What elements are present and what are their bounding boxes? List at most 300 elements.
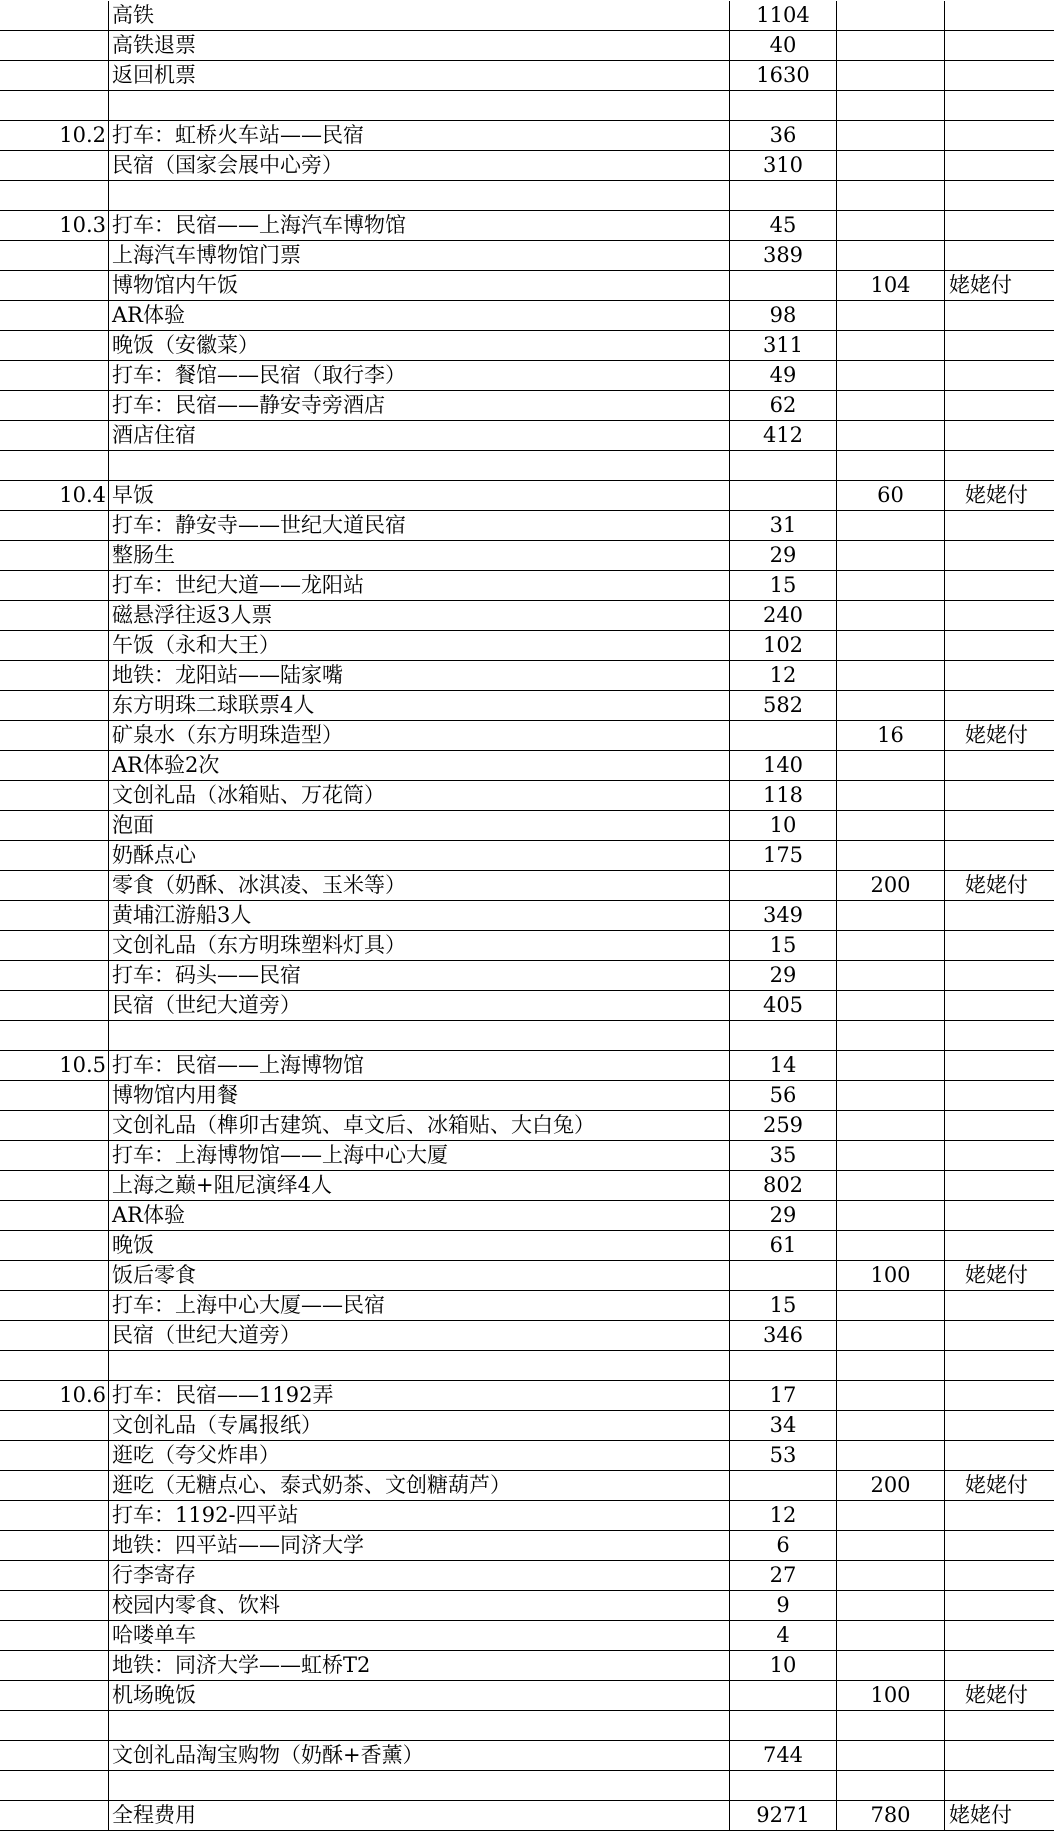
grandma-amount-cell[interactable] <box>837 91 945 121</box>
amount-cell[interactable] <box>730 1711 837 1741</box>
item-cell[interactable]: 打车：虹桥火车站——民宿 <box>109 121 730 151</box>
item-cell[interactable]: 早饭 <box>109 481 730 511</box>
amount-cell[interactable] <box>730 481 837 511</box>
grandma-amount-cell[interactable] <box>837 1411 945 1441</box>
date-cell[interactable] <box>0 631 109 661</box>
date-cell[interactable] <box>0 1201 109 1231</box>
note-cell[interactable] <box>945 391 1054 421</box>
grandma-amount-cell[interactable]: 200 <box>837 871 945 901</box>
amount-cell[interactable]: 61 <box>730 1231 837 1261</box>
item-cell[interactable]: 文创礼品（专属报纸） <box>109 1411 730 1441</box>
amount-cell[interactable]: 10 <box>730 811 837 841</box>
date-cell[interactable] <box>0 931 109 961</box>
note-cell[interactable] <box>945 121 1054 151</box>
amount-cell[interactable]: 29 <box>730 1201 837 1231</box>
note-cell[interactable] <box>945 1591 1054 1621</box>
item-cell[interactable]: 上海汽车博物馆门票 <box>109 241 730 271</box>
note-cell[interactable] <box>945 1231 1054 1261</box>
date-cell[interactable] <box>0 331 109 361</box>
note-cell[interactable] <box>945 661 1054 691</box>
grandma-amount-cell[interactable] <box>837 1441 945 1471</box>
amount-cell[interactable]: 259 <box>730 1111 837 1141</box>
date-cell[interactable]: 10.4 <box>0 481 109 511</box>
item-cell[interactable] <box>109 1021 730 1051</box>
date-cell[interactable]: 10.5 <box>0 1051 109 1081</box>
date-cell[interactable] <box>0 991 109 1021</box>
date-cell[interactable] <box>0 871 109 901</box>
amount-cell[interactable]: 412 <box>730 421 837 451</box>
grandma-amount-cell[interactable] <box>837 1501 945 1531</box>
date-cell[interactable] <box>0 1531 109 1561</box>
amount-cell[interactable]: 34 <box>730 1411 837 1441</box>
date-cell[interactable]: 10.2 <box>0 121 109 151</box>
date-cell[interactable] <box>0 1231 109 1261</box>
date-cell[interactable] <box>0 1591 109 1621</box>
note-cell[interactable] <box>945 631 1054 661</box>
grandma-amount-cell[interactable] <box>837 601 945 631</box>
note-cell[interactable] <box>945 1021 1054 1051</box>
grandma-amount-cell[interactable] <box>837 571 945 601</box>
note-cell[interactable] <box>945 781 1054 811</box>
amount-cell[interactable]: 802 <box>730 1171 837 1201</box>
grandma-amount-cell[interactable] <box>837 1021 945 1051</box>
amount-cell[interactable]: 405 <box>730 991 837 1021</box>
note-cell[interactable] <box>945 1741 1054 1771</box>
amount-cell[interactable]: 744 <box>730 1741 837 1771</box>
amount-cell[interactable]: 36 <box>730 121 837 151</box>
grandma-amount-cell[interactable]: 100 <box>837 1261 945 1291</box>
item-cell[interactable]: 泡面 <box>109 811 730 841</box>
item-cell[interactable]: 磁悬浮往返3人票 <box>109 601 730 631</box>
grandma-amount-cell[interactable] <box>837 31 945 61</box>
item-cell[interactable]: 文创礼品（东方明珠塑料灯具） <box>109 931 730 961</box>
amount-cell[interactable]: 10 <box>730 1651 837 1681</box>
item-cell[interactable]: 哈喽单车 <box>109 1621 730 1651</box>
amount-cell[interactable] <box>730 1261 837 1291</box>
grandma-amount-cell[interactable] <box>837 121 945 151</box>
grandma-amount-cell[interactable] <box>837 1081 945 1111</box>
grandma-amount-cell[interactable] <box>837 1651 945 1681</box>
item-cell[interactable]: 博物馆内午饭 <box>109 271 730 301</box>
grandma-amount-cell[interactable] <box>837 1741 945 1771</box>
date-cell[interactable] <box>0 301 109 331</box>
note-cell[interactable] <box>945 1531 1054 1561</box>
date-cell[interactable] <box>0 841 109 871</box>
grandma-amount-cell[interactable] <box>837 1621 945 1651</box>
date-cell[interactable] <box>0 1021 109 1051</box>
grandma-amount-cell[interactable] <box>837 1051 945 1081</box>
item-cell[interactable]: 校园内零食、饮料 <box>109 1591 730 1621</box>
note-cell[interactable] <box>945 1711 1054 1741</box>
note-cell[interactable]: 姥姥付 <box>945 1801 1054 1831</box>
item-cell[interactable]: 晚饭 <box>109 1231 730 1261</box>
grandma-amount-cell[interactable] <box>837 811 945 841</box>
grandma-amount-cell[interactable] <box>837 211 945 241</box>
item-cell[interactable] <box>109 1351 730 1381</box>
note-cell[interactable] <box>945 1381 1054 1411</box>
amount-cell[interactable]: 17 <box>730 1381 837 1411</box>
note-cell[interactable] <box>945 1291 1054 1321</box>
date-cell[interactable] <box>0 511 109 541</box>
grandma-amount-cell[interactable] <box>837 1201 945 1231</box>
note-cell[interactable] <box>945 181 1054 211</box>
amount-cell[interactable]: 1630 <box>730 61 837 91</box>
item-cell[interactable]: 民宿（世纪大道旁） <box>109 991 730 1021</box>
date-cell[interactable] <box>0 571 109 601</box>
date-cell[interactable] <box>0 271 109 301</box>
date-cell[interactable] <box>0 661 109 691</box>
item-cell[interactable]: 上海之巅+阻尼演绎4人 <box>109 1171 730 1201</box>
grandma-amount-cell[interactable] <box>837 1 945 31</box>
date-cell[interactable] <box>0 361 109 391</box>
item-cell[interactable]: 打车：餐馆——民宿（取行李） <box>109 361 730 391</box>
item-cell[interactable]: 地铁：同济大学——虹桥T2 <box>109 1651 730 1681</box>
item-cell[interactable] <box>109 451 730 481</box>
amount-cell[interactable] <box>730 1471 837 1501</box>
amount-cell[interactable] <box>730 1681 837 1711</box>
amount-cell[interactable]: 240 <box>730 601 837 631</box>
item-cell[interactable]: 返回机票 <box>109 61 730 91</box>
amount-cell[interactable]: 582 <box>730 691 837 721</box>
item-cell[interactable]: 饭后零食 <box>109 1261 730 1291</box>
date-cell[interactable] <box>0 61 109 91</box>
date-cell[interactable] <box>0 1561 109 1591</box>
date-cell[interactable] <box>0 31 109 61</box>
item-cell[interactable]: AR体验2次 <box>109 751 730 781</box>
amount-cell[interactable] <box>730 721 837 751</box>
item-cell[interactable]: 打车：上海中心大厦——民宿 <box>109 1291 730 1321</box>
item-cell[interactable]: AR体验 <box>109 1201 730 1231</box>
item-cell[interactable]: 博物馆内用餐 <box>109 1081 730 1111</box>
note-cell[interactable] <box>945 901 1054 931</box>
grandma-amount-cell[interactable]: 780 <box>837 1801 945 1831</box>
grandma-amount-cell[interactable] <box>837 241 945 271</box>
amount-cell[interactable]: 45 <box>730 211 837 241</box>
date-cell[interactable] <box>0 1261 109 1291</box>
grandma-amount-cell[interactable] <box>837 61 945 91</box>
note-cell[interactable] <box>945 841 1054 871</box>
grandma-amount-cell[interactable]: 16 <box>837 721 945 751</box>
note-cell[interactable] <box>945 1561 1054 1591</box>
item-cell[interactable]: 零食（奶酥、冰淇凌、玉米等） <box>109 871 730 901</box>
date-cell[interactable] <box>0 1711 109 1741</box>
note-cell[interactable]: 姥姥付 <box>945 871 1054 901</box>
date-cell[interactable] <box>0 901 109 931</box>
item-cell[interactable]: 逛吃（夸父炸串） <box>109 1441 730 1471</box>
grandma-amount-cell[interactable] <box>837 991 945 1021</box>
item-cell[interactable]: 高铁 <box>109 1 730 31</box>
grandma-amount-cell[interactable] <box>837 1531 945 1561</box>
date-cell[interactable] <box>0 151 109 181</box>
date-cell[interactable] <box>0 1351 109 1381</box>
note-cell[interactable] <box>945 31 1054 61</box>
amount-cell[interactable]: 35 <box>730 1141 837 1171</box>
note-cell[interactable] <box>945 1501 1054 1531</box>
amount-cell[interactable] <box>730 1351 837 1381</box>
date-cell[interactable] <box>0 751 109 781</box>
date-cell[interactable] <box>0 1321 109 1351</box>
date-cell[interactable] <box>0 541 109 571</box>
note-cell[interactable] <box>945 541 1054 571</box>
date-cell[interactable] <box>0 1741 109 1771</box>
note-cell[interactable] <box>945 421 1054 451</box>
date-cell[interactable] <box>0 1411 109 1441</box>
item-cell[interactable]: 文创礼品淘宝购物（奶酥+香薰） <box>109 1741 730 1771</box>
amount-cell[interactable]: 31 <box>730 511 837 541</box>
note-cell[interactable] <box>945 241 1054 271</box>
grandma-amount-cell[interactable] <box>837 1171 945 1201</box>
item-cell[interactable]: 机场晚饭 <box>109 1681 730 1711</box>
date-cell[interactable] <box>0 1771 109 1801</box>
item-cell[interactable]: 矿泉水（东方明珠造型） <box>109 721 730 751</box>
item-cell[interactable]: 打车：上海博物馆——上海中心大厦 <box>109 1141 730 1171</box>
grandma-amount-cell[interactable] <box>837 1711 945 1741</box>
note-cell[interactable] <box>945 751 1054 781</box>
grandma-amount-cell[interactable]: 100 <box>837 1681 945 1711</box>
item-cell[interactable]: 打车：1192-四平站 <box>109 1501 730 1531</box>
amount-cell[interactable]: 346 <box>730 1321 837 1351</box>
date-cell[interactable] <box>0 811 109 841</box>
amount-cell[interactable]: 62 <box>730 391 837 421</box>
date-cell[interactable] <box>0 391 109 421</box>
amount-cell[interactable]: 140 <box>730 751 837 781</box>
date-cell[interactable] <box>0 1801 109 1831</box>
grandma-amount-cell[interactable] <box>837 1141 945 1171</box>
item-cell[interactable]: 打车：民宿——上海博物馆 <box>109 1051 730 1081</box>
date-cell[interactable] <box>0 1081 109 1111</box>
amount-cell[interactable]: 118 <box>730 781 837 811</box>
note-cell[interactable] <box>945 1141 1054 1171</box>
note-cell[interactable] <box>945 211 1054 241</box>
grandma-amount-cell[interactable] <box>837 961 945 991</box>
note-cell[interactable] <box>945 1651 1054 1681</box>
item-cell[interactable]: 打车：民宿——上海汽车博物馆 <box>109 211 730 241</box>
note-cell[interactable] <box>945 511 1054 541</box>
item-cell[interactable]: 整肠生 <box>109 541 730 571</box>
grandma-amount-cell[interactable] <box>837 901 945 931</box>
note-cell[interactable]: 姥姥付 <box>945 1471 1054 1501</box>
amount-cell[interactable] <box>730 91 837 121</box>
date-cell[interactable] <box>0 1141 109 1171</box>
note-cell[interactable] <box>945 361 1054 391</box>
grandma-amount-cell[interactable] <box>837 1291 945 1321</box>
grandma-amount-cell[interactable] <box>837 661 945 691</box>
amount-cell[interactable]: 175 <box>730 841 837 871</box>
item-cell[interactable]: 全程费用 <box>109 1801 730 1831</box>
date-cell[interactable] <box>0 1111 109 1141</box>
amount-cell[interactable]: 53 <box>730 1441 837 1471</box>
item-cell[interactable]: 打车：码头——民宿 <box>109 961 730 991</box>
grandma-amount-cell[interactable]: 104 <box>837 271 945 301</box>
date-cell[interactable] <box>0 421 109 451</box>
grandma-amount-cell[interactable] <box>837 541 945 571</box>
grandma-amount-cell[interactable] <box>837 631 945 661</box>
item-cell[interactable] <box>109 181 730 211</box>
note-cell[interactable] <box>945 1 1054 31</box>
note-cell[interactable] <box>945 1051 1054 1081</box>
amount-cell[interactable]: 311 <box>730 331 837 361</box>
note-cell[interactable]: 姥姥付 <box>945 481 1054 511</box>
grandma-amount-cell[interactable] <box>837 421 945 451</box>
note-cell[interactable] <box>945 451 1054 481</box>
item-cell[interactable]: 高铁退票 <box>109 31 730 61</box>
note-cell[interactable]: 姥姥付 <box>945 1681 1054 1711</box>
amount-cell[interactable]: 40 <box>730 31 837 61</box>
date-cell[interactable] <box>0 241 109 271</box>
note-cell[interactable] <box>945 1771 1054 1801</box>
grandma-amount-cell[interactable] <box>837 361 945 391</box>
amount-cell[interactable]: 14 <box>730 1051 837 1081</box>
grandma-amount-cell[interactable] <box>837 181 945 211</box>
amount-cell[interactable]: 12 <box>730 1501 837 1531</box>
item-cell[interactable]: 地铁：四平站——同济大学 <box>109 1531 730 1561</box>
date-cell[interactable]: 10.6 <box>0 1381 109 1411</box>
item-cell[interactable]: AR体验 <box>109 301 730 331</box>
item-cell[interactable]: 晚饭（安徽菜） <box>109 331 730 361</box>
date-cell[interactable] <box>0 91 109 121</box>
amount-cell[interactable]: 29 <box>730 541 837 571</box>
amount-cell[interactable]: 310 <box>730 151 837 181</box>
note-cell[interactable] <box>945 151 1054 181</box>
date-cell[interactable] <box>0 1441 109 1471</box>
item-cell[interactable]: 打车：民宿——静安寺旁酒店 <box>109 391 730 421</box>
date-cell[interactable] <box>0 451 109 481</box>
grandma-amount-cell[interactable] <box>837 331 945 361</box>
item-cell[interactable]: 打车：静安寺——世纪大道民宿 <box>109 511 730 541</box>
amount-cell[interactable]: 12 <box>730 661 837 691</box>
item-cell[interactable]: 打车：民宿——1192弄 <box>109 1381 730 1411</box>
grandma-amount-cell[interactable] <box>837 841 945 871</box>
note-cell[interactable] <box>945 1441 1054 1471</box>
note-cell[interactable] <box>945 1621 1054 1651</box>
amount-cell[interactable] <box>730 871 837 901</box>
amount-cell[interactable]: 15 <box>730 1291 837 1321</box>
grandma-amount-cell[interactable] <box>837 1381 945 1411</box>
grandma-amount-cell[interactable] <box>837 1231 945 1261</box>
date-cell[interactable] <box>0 1 109 31</box>
item-cell[interactable]: 民宿（国家会展中心旁） <box>109 151 730 181</box>
note-cell[interactable] <box>945 931 1054 961</box>
note-cell[interactable]: 姥姥付 <box>945 1261 1054 1291</box>
amount-cell[interactable]: 15 <box>730 571 837 601</box>
date-cell[interactable] <box>0 961 109 991</box>
note-cell[interactable] <box>945 331 1054 361</box>
amount-cell[interactable]: 15 <box>730 931 837 961</box>
date-cell[interactable] <box>0 691 109 721</box>
amount-cell[interactable] <box>730 451 837 481</box>
grandma-amount-cell[interactable] <box>837 1321 945 1351</box>
date-cell[interactable] <box>0 1681 109 1711</box>
amount-cell[interactable]: 9 <box>730 1591 837 1621</box>
note-cell[interactable] <box>945 91 1054 121</box>
date-cell[interactable] <box>0 1171 109 1201</box>
note-cell[interactable] <box>945 1351 1054 1381</box>
note-cell[interactable]: 姥姥付 <box>945 271 1054 301</box>
note-cell[interactable] <box>945 1081 1054 1111</box>
item-cell[interactable] <box>109 91 730 121</box>
item-cell[interactable]: 奶酥点心 <box>109 841 730 871</box>
item-cell[interactable]: 文创礼品（榫卯古建筑、卓文后、冰箱贴、大白兔） <box>109 1111 730 1141</box>
amount-cell[interactable]: 9271 <box>730 1801 837 1831</box>
amount-cell[interactable]: 389 <box>730 241 837 271</box>
note-cell[interactable] <box>945 811 1054 841</box>
amount-cell[interactable] <box>730 181 837 211</box>
amount-cell[interactable] <box>730 271 837 301</box>
note-cell[interactable] <box>945 1171 1054 1201</box>
amount-cell[interactable]: 98 <box>730 301 837 331</box>
grandma-amount-cell[interactable] <box>837 1351 945 1381</box>
grandma-amount-cell[interactable] <box>837 691 945 721</box>
note-cell[interactable] <box>945 991 1054 1021</box>
date-cell[interactable] <box>0 1501 109 1531</box>
date-cell[interactable] <box>0 1471 109 1501</box>
note-cell[interactable] <box>945 61 1054 91</box>
item-cell[interactable]: 民宿（世纪大道旁） <box>109 1321 730 1351</box>
grandma-amount-cell[interactable] <box>837 1591 945 1621</box>
amount-cell[interactable] <box>730 1021 837 1051</box>
grandma-amount-cell[interactable]: 200 <box>837 1471 945 1501</box>
grandma-amount-cell[interactable] <box>837 451 945 481</box>
grandma-amount-cell[interactable] <box>837 1111 945 1141</box>
item-cell[interactable]: 午饭（永和大王） <box>109 631 730 661</box>
date-cell[interactable] <box>0 1291 109 1321</box>
date-cell[interactable] <box>0 781 109 811</box>
item-cell[interactable]: 文创礼品（冰箱贴、万花筒） <box>109 781 730 811</box>
note-cell[interactable] <box>945 301 1054 331</box>
item-cell[interactable]: 打车：世纪大道——龙阳站 <box>109 571 730 601</box>
item-cell[interactable]: 东方明珠二球联票4人 <box>109 691 730 721</box>
grandma-amount-cell[interactable] <box>837 391 945 421</box>
item-cell[interactable]: 地铁：龙阳站——陆家嘴 <box>109 661 730 691</box>
item-cell[interactable]: 行李寄存 <box>109 1561 730 1591</box>
grandma-amount-cell[interactable] <box>837 751 945 781</box>
amount-cell[interactable]: 6 <box>730 1531 837 1561</box>
note-cell[interactable] <box>945 1321 1054 1351</box>
amount-cell[interactable]: 56 <box>730 1081 837 1111</box>
note-cell[interactable] <box>945 1201 1054 1231</box>
note-cell[interactable] <box>945 571 1054 601</box>
amount-cell[interactable]: 29 <box>730 961 837 991</box>
date-cell[interactable]: 10.3 <box>0 211 109 241</box>
grandma-amount-cell[interactable] <box>837 1561 945 1591</box>
amount-cell[interactable]: 349 <box>730 901 837 931</box>
note-cell[interactable] <box>945 1111 1054 1141</box>
item-cell[interactable]: 酒店住宿 <box>109 421 730 451</box>
grandma-amount-cell[interactable]: 60 <box>837 481 945 511</box>
amount-cell[interactable]: 49 <box>730 361 837 391</box>
note-cell[interactable] <box>945 601 1054 631</box>
grandma-amount-cell[interactable] <box>837 781 945 811</box>
amount-cell[interactable]: 1104 <box>730 1 837 31</box>
note-cell[interactable] <box>945 1411 1054 1441</box>
amount-cell[interactable]: 27 <box>730 1561 837 1591</box>
grandma-amount-cell[interactable] <box>837 151 945 181</box>
grandma-amount-cell[interactable] <box>837 511 945 541</box>
date-cell[interactable] <box>0 1621 109 1651</box>
grandma-amount-cell[interactable] <box>837 301 945 331</box>
date-cell[interactable] <box>0 181 109 211</box>
note-cell[interactable] <box>945 691 1054 721</box>
item-cell[interactable] <box>109 1771 730 1801</box>
date-cell[interactable] <box>0 1651 109 1681</box>
item-cell[interactable]: 逛吃（无糖点心、泰式奶茶、文创糖葫芦） <box>109 1471 730 1501</box>
amount-cell[interactable]: 4 <box>730 1621 837 1651</box>
date-cell[interactable] <box>0 601 109 631</box>
amount-cell[interactable] <box>730 1771 837 1801</box>
grandma-amount-cell[interactable] <box>837 1771 945 1801</box>
item-cell[interactable]: 黄埔江游船3人 <box>109 901 730 931</box>
grandma-amount-cell[interactable] <box>837 931 945 961</box>
